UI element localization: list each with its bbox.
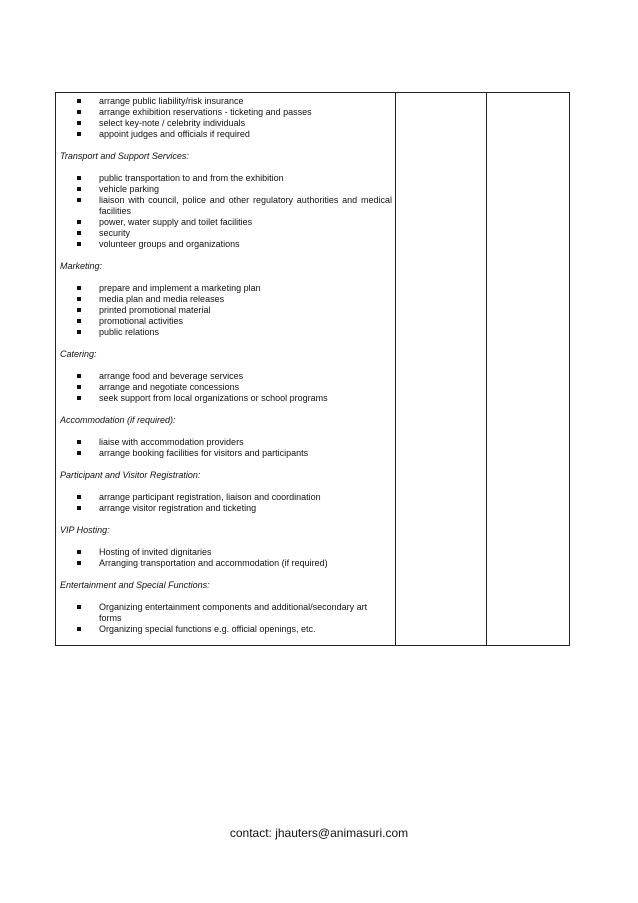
square-bullet-icon <box>77 176 81 180</box>
list-item: Arranging transportation and accommodation (if required) <box>60 558 392 569</box>
square-bullet-icon <box>77 605 81 609</box>
square-bullet-icon <box>77 506 81 510</box>
section-list <box>60 283 392 338</box>
section-title: Participant and Visitor Registration: <box>60 470 201 480</box>
square-bullet-icon <box>77 110 81 114</box>
square-bullet-icon <box>77 231 81 235</box>
list-item: arrange and negotiate concessions <box>60 382 392 393</box>
list-item: public relations <box>60 327 392 338</box>
list-item: printed promotional material <box>60 305 392 316</box>
list-item: seek support from local organizations or school programs <box>60 393 392 404</box>
section-list <box>60 602 392 635</box>
list-item: liaison with council, police and other regulatory authorities and medical facilities <box>60 195 392 217</box>
list-item: Organizing entertainment components and additional/secondary art forms <box>60 602 392 624</box>
square-bullet-icon <box>77 297 81 301</box>
section-list <box>60 173 392 250</box>
list-item: liaise with accommodation providers <box>60 437 392 448</box>
column-divider <box>486 93 487 645</box>
square-bullet-icon <box>77 242 81 246</box>
section-title: Accommodation (if required): <box>60 415 176 425</box>
square-bullet-icon <box>77 495 81 499</box>
square-bullet-icon <box>77 220 81 224</box>
list-item: vehicle parking <box>60 184 392 195</box>
list-item: Organizing special functions e.g. official openings, etc. <box>60 624 392 635</box>
list-item: promotional activities <box>60 316 392 327</box>
square-bullet-icon <box>77 132 81 136</box>
list-item: appoint judges and officials if required <box>60 129 392 140</box>
list-item: Hosting of invited dignitaries <box>60 547 392 558</box>
contact-footer: contact: jhauters@animasuri.com <box>229 826 409 840</box>
section-title: Transport and Support Services: <box>60 151 189 161</box>
list-item: arrange food and beverage services <box>60 371 392 382</box>
section-title: Marketing: <box>60 261 103 271</box>
column-divider <box>395 93 396 645</box>
square-bullet-icon <box>77 319 81 323</box>
square-bullet-icon <box>77 330 81 334</box>
square-bullet-icon <box>77 99 81 103</box>
square-bullet-icon <box>77 396 81 400</box>
section-list <box>60 547 392 569</box>
list-item: prepare and implement a marketing plan <box>60 283 392 294</box>
list-item: public transportation to and from the exhibition <box>60 173 392 184</box>
square-bullet-icon <box>77 187 81 191</box>
task-list-column <box>60 93 392 635</box>
section-title: Catering: <box>60 349 97 359</box>
square-bullet-icon <box>77 374 81 378</box>
square-bullet-icon <box>77 308 81 312</box>
square-bullet-icon <box>77 286 81 290</box>
square-bullet-icon <box>77 451 81 455</box>
list-item: arrange exhibition reservations - ticketing and passes <box>60 107 392 118</box>
list-item: security <box>60 228 392 239</box>
square-bullet-icon <box>77 561 81 565</box>
square-bullet-icon <box>77 627 81 631</box>
list-item: volunteer groups and organizations <box>60 239 392 250</box>
list-item: media plan and media releases <box>60 294 392 305</box>
square-bullet-icon <box>77 385 81 389</box>
square-bullet-icon <box>77 550 81 554</box>
list-item: arrange visitor registration and ticketing <box>60 503 392 514</box>
task-table <box>55 92 570 646</box>
list-item: arrange participant registration, liaison and coordination <box>60 492 392 503</box>
list-item: power, water supply and toilet facilities <box>60 217 392 228</box>
section-list <box>60 492 392 514</box>
square-bullet-icon <box>77 121 81 125</box>
section-title: VIP Hosting: <box>60 525 110 535</box>
square-bullet-icon <box>77 198 81 202</box>
list-item: arrange public liability/risk insurance <box>60 96 392 107</box>
section-list <box>60 371 392 404</box>
lead-list <box>60 96 392 140</box>
square-bullet-icon <box>77 440 81 444</box>
section-list <box>60 437 392 459</box>
list-item: select key-note / celebrity individuals <box>60 118 392 129</box>
section-title: Entertainment and Special Functions: <box>60 580 210 590</box>
list-item: arrange booking facilities for visitors and participants <box>60 448 392 459</box>
